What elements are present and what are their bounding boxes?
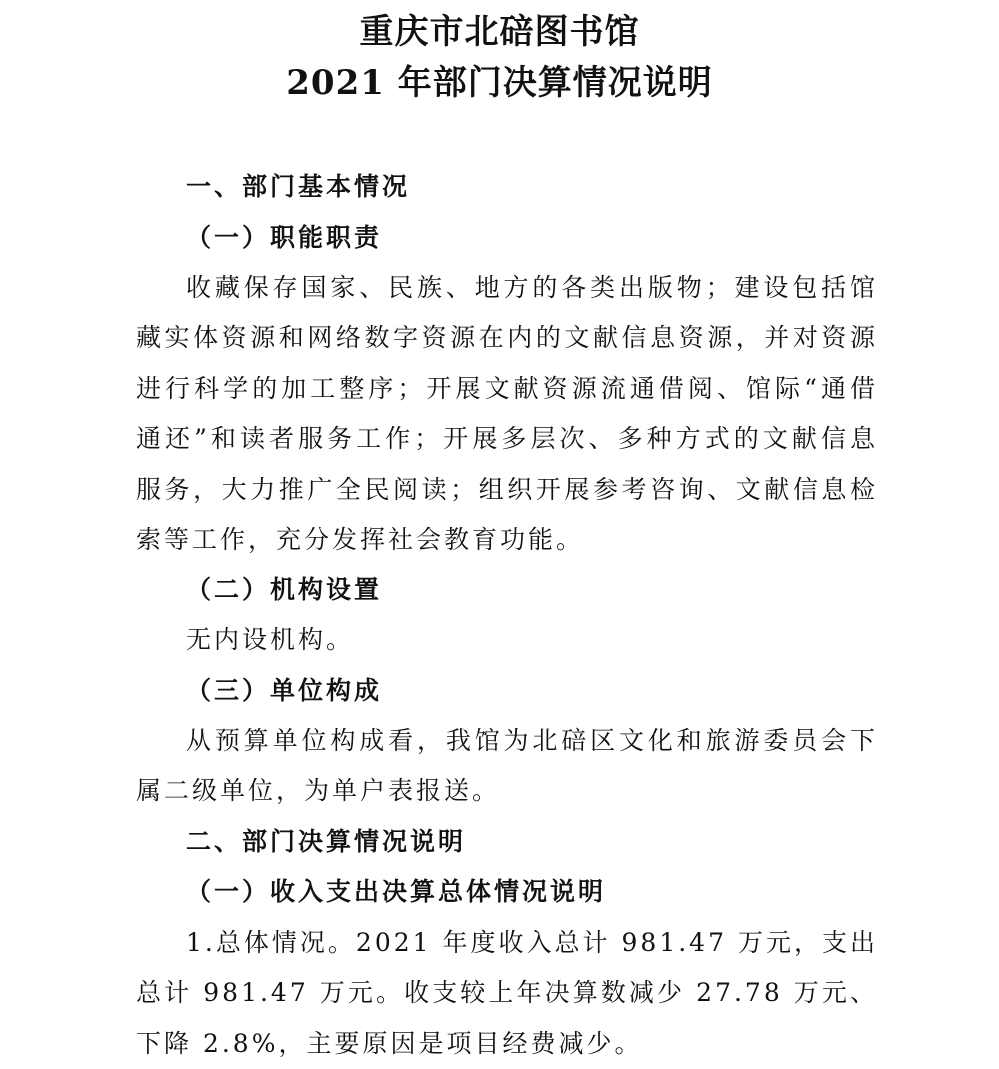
section1-sub2-paragraph: 无内设机构。	[186, 625, 355, 654]
section2-heading: 二、部门决算情况说明	[186, 827, 467, 856]
section1-sub3-heading: （三）单位构成	[186, 676, 383, 705]
section2-sub1-paragraph: 1.总体情况。2021 年度收入总计 981.47 万元，支出总计 981.47 万元。收支较上年决算数减少 27.78 万元、下降 2.8%，主要原因是项目经费减少。	[136, 928, 878, 1058]
section1-sub1-paragraph: 收藏保存国家、民族、地方的各类出版物；建设包括馆藏实体资源和网络数字资源在内的文献信息资源，并对资源进行科学的加工整序；开展文献资源流通借阅、馆际“通借通还”和读者服务工作；开展多层次、多种方式的文献信息服务，大力推广全民阅读；组织开展参考咨询、文献信息检索等工作，充分发挥社会教育功能。	[136, 273, 878, 555]
section1-heading: 一、部门基本情况	[186, 172, 411, 201]
section1-sub2-heading: （二）机构设置	[186, 575, 383, 604]
section1-sub1-heading: （一）职能职责	[186, 223, 383, 252]
section2-sub1-heading: （一）收入支出决算总体情况说明	[186, 877, 607, 906]
document-title-line2: 2021 年部门决算情况说明	[286, 63, 713, 103]
document-title-line1: 重庆市北碚图书馆	[359, 12, 640, 52]
section1-sub3-paragraph: 从预算单位构成看，我馆为北碚区文化和旅游委员会下属二级单位，为单户表报送。	[136, 726, 878, 806]
